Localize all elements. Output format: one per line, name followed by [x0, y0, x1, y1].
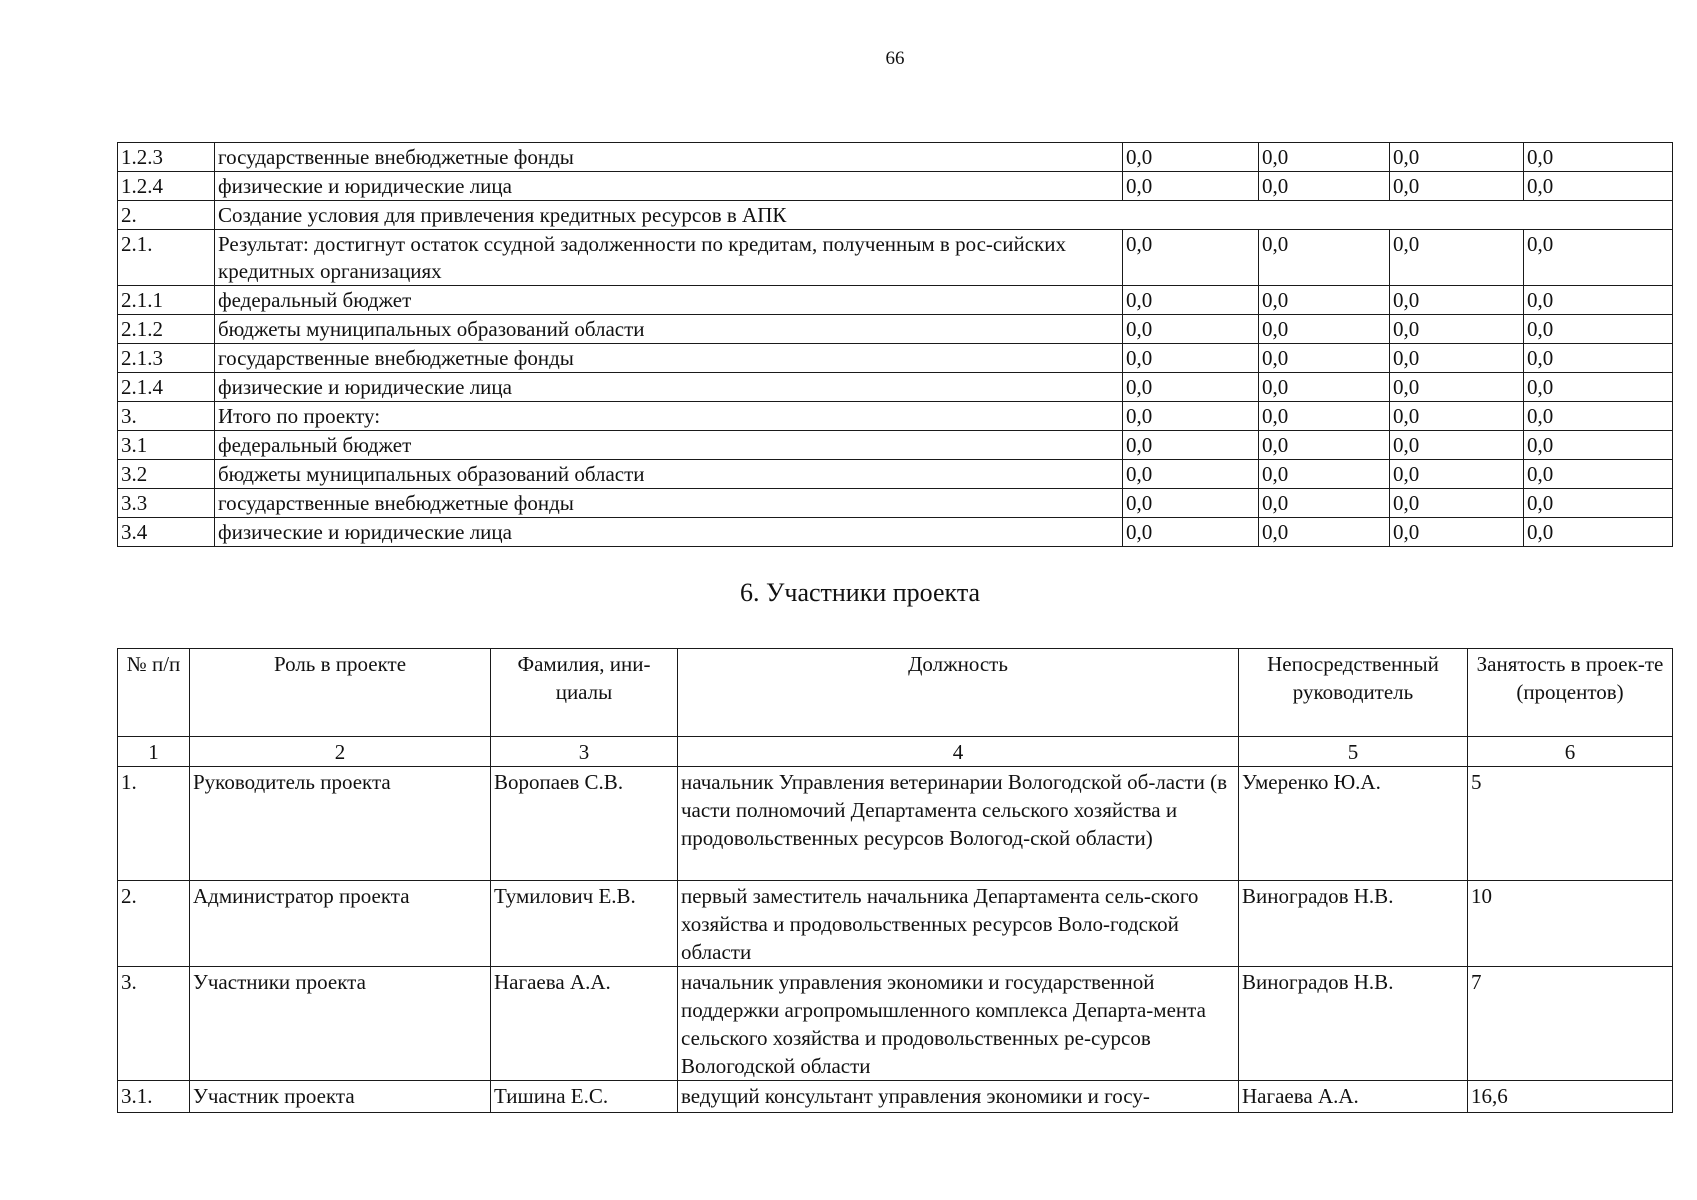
column-number-row — [118, 737, 1673, 767]
budget-row-number: 3.4 — [118, 518, 215, 547]
budget-value: 0,0 — [1259, 344, 1390, 373]
participant-role: Участники проекта — [190, 967, 491, 1081]
column-number: 4 — [678, 737, 1239, 767]
budget-value: 0,0 — [1123, 230, 1259, 286]
budget-row — [118, 315, 1673, 344]
budget-row-number: 2. — [118, 201, 215, 230]
budget-value: 0,0 — [1524, 286, 1673, 315]
budget-value: 0,0 — [1524, 315, 1673, 344]
participant-manager: Виноградов Н.В. — [1239, 967, 1468, 1081]
header-num: № п/п — [118, 649, 190, 737]
participant-manager: Виноградов Н.В. — [1239, 881, 1468, 967]
budget-value: 0,0 — [1123, 286, 1259, 315]
budget-value: 0,0 — [1123, 460, 1259, 489]
budget-value: 0,0 — [1259, 373, 1390, 402]
column-number: 1 — [118, 737, 190, 767]
budget-value: 0,0 — [1390, 518, 1524, 547]
participant-role: Руководитель проекта — [190, 767, 491, 881]
budget-row-name: Итого по проекту: — [215, 402, 1123, 431]
budget-value: 0,0 — [1259, 286, 1390, 315]
budget-row-number: 2.1.3 — [118, 344, 215, 373]
budget-value: 0,0 — [1123, 431, 1259, 460]
participant-employment: 5 — [1468, 767, 1673, 881]
budget-value: 0,0 — [1524, 344, 1673, 373]
column-number: 2 — [190, 737, 491, 767]
budget-row-name: Результат: достигнут остаток ссудной задолженности по кредитам, полученным в рос-сийских кредитных организациях — [215, 230, 1123, 286]
budget-value: 0,0 — [1390, 230, 1524, 286]
budget-value: 0,0 — [1524, 402, 1673, 431]
budget-value: 0,0 — [1123, 489, 1259, 518]
budget-row-number: 2.1.4 — [118, 373, 215, 402]
budget-value: 0,0 — [1524, 431, 1673, 460]
budget-value: 0,0 — [1390, 143, 1524, 172]
participants-header-row — [118, 649, 1673, 737]
budget-value: 0,0 — [1123, 373, 1259, 402]
budget-row-name: физические и юридические лица — [215, 373, 1123, 402]
budget-row — [118, 489, 1673, 518]
budget-value: 0,0 — [1524, 230, 1673, 286]
budget-row-number: 3.1 — [118, 431, 215, 460]
participant-name: Тишина Е.С. — [491, 1081, 678, 1113]
budget-value: 0,0 — [1390, 315, 1524, 344]
participant-employment: 7 — [1468, 967, 1673, 1081]
participant-manager: Нагаева А.А. — [1239, 1081, 1468, 1113]
budget-value: 0,0 — [1123, 143, 1259, 172]
budget-row — [118, 518, 1673, 547]
participant-name: Тумилович Е.В. — [491, 881, 678, 967]
budget-row — [118, 286, 1673, 315]
budget-value: 0,0 — [1259, 143, 1390, 172]
budget-value: 0,0 — [1259, 431, 1390, 460]
header-employment: Занятость в проек-те (процентов) — [1468, 649, 1673, 737]
budget-row-name: физические и юридические лица — [215, 518, 1123, 547]
budget-value: 0,0 — [1259, 489, 1390, 518]
participant-employment: 16,6 — [1468, 1081, 1673, 1113]
budget-value: 0,0 — [1123, 402, 1259, 431]
participant-role: Администратор проекта — [190, 881, 491, 967]
budget-value: 0,0 — [1259, 518, 1390, 547]
participant-number: 1. — [118, 767, 190, 881]
participant-position: начальник управления экономики и государственной поддержки агропромышленного комплекса Департа-мента сельского хозяйства и продовольственных ре-сурсов Вологодской области — [678, 967, 1239, 1081]
budget-value: 0,0 — [1123, 518, 1259, 547]
budget-value: 0,0 — [1524, 518, 1673, 547]
participant-employment: 10 — [1468, 881, 1673, 967]
budget-value: 0,0 — [1123, 344, 1259, 373]
budget-row-name: государственные внебюджетные фонды — [215, 344, 1123, 373]
budget-value: 0,0 — [1390, 431, 1524, 460]
participant-number: 3.1. — [118, 1081, 190, 1113]
budget-value: 0,0 — [1259, 315, 1390, 344]
column-number: 3 — [491, 737, 678, 767]
participant-number: 3. — [118, 967, 190, 1081]
budget-row-name: государственные внебюджетные фонды — [215, 143, 1123, 172]
budget-value: 0,0 — [1123, 172, 1259, 201]
column-number: 6 — [1468, 737, 1673, 767]
budget-row-name: бюджеты муниципальных образований области — [215, 315, 1123, 344]
budget-row — [118, 344, 1673, 373]
budget-row-number: 3.3 — [118, 489, 215, 518]
budget-value: 0,0 — [1390, 344, 1524, 373]
budget-value: 0,0 — [1524, 172, 1673, 201]
budget-value: 0,0 — [1390, 489, 1524, 518]
participant-role: Участник проекта — [190, 1081, 491, 1113]
budget-row-number: 2.1.1 — [118, 286, 215, 315]
budget-row-number: 2.1. — [118, 230, 215, 286]
participants-table — [117, 648, 1673, 1113]
budget-value: 0,0 — [1259, 230, 1390, 286]
participant-row — [118, 1081, 1673, 1113]
budget-row-name: федеральный бюджет — [215, 286, 1123, 315]
budget-value: 0,0 — [1524, 460, 1673, 489]
participant-manager: Умеренко Ю.А. — [1239, 767, 1468, 881]
header-name: Фамилия, ини-циалы — [491, 649, 678, 737]
budget-row — [118, 402, 1673, 431]
budget-value: 0,0 — [1524, 143, 1673, 172]
column-number: 5 — [1239, 737, 1468, 767]
page-number: 66 — [885, 48, 905, 69]
budget-row-name: государственные внебюджетные фонды — [215, 489, 1123, 518]
header-position: Должность — [678, 649, 1239, 737]
header-role: Роль в проекте — [190, 649, 491, 737]
budget-row-number: 1.2.4 — [118, 172, 215, 201]
budget-row-number: 3. — [118, 402, 215, 431]
budget-row — [118, 143, 1673, 172]
budget-row-name: Создание условия для привлечения кредитных ресурсов в АПК — [215, 201, 1673, 230]
budget-row-name: физические и юридические лица — [215, 172, 1123, 201]
budget-table — [117, 142, 1673, 547]
participant-position: начальник Управления ветеринарии Вологодской об-ласти (в части полномочий Департамента сельского хозяйства и продовольственных ресурсов Вологод-ской области) — [678, 767, 1239, 881]
participant-position: первый заместитель начальника Департамента сель-ского хозяйства и продовольственных ресурсов Воло-годской области — [678, 881, 1239, 967]
budget-row — [118, 460, 1673, 489]
budget-value: 0,0 — [1390, 373, 1524, 402]
budget-row — [118, 172, 1673, 201]
budget-value: 0,0 — [1259, 172, 1390, 201]
participant-row — [118, 767, 1673, 881]
budget-row — [118, 201, 1673, 230]
budget-row — [118, 230, 1673, 286]
participant-position: ведущий консультант управления экономики и госу- — [678, 1081, 1239, 1113]
budget-row — [118, 373, 1673, 402]
participant-row — [118, 881, 1673, 967]
budget-value: 0,0 — [1390, 460, 1524, 489]
budget-value: 0,0 — [1390, 402, 1524, 431]
participant-name: Воропаев С.В. — [491, 767, 678, 881]
budget-value: 0,0 — [1524, 373, 1673, 402]
budget-value: 0,0 — [1390, 286, 1524, 315]
participant-number: 2. — [118, 881, 190, 967]
budget-value: 0,0 — [1390, 172, 1524, 201]
header-manager: Непосредственный руководитель — [1239, 649, 1468, 737]
budget-value: 0,0 — [1259, 402, 1390, 431]
budget-row-number: 2.1.2 — [118, 315, 215, 344]
budget-row-number: 1.2.3 — [118, 143, 215, 172]
budget-row-name: федеральный бюджет — [215, 431, 1123, 460]
budget-value: 0,0 — [1123, 315, 1259, 344]
participant-row — [118, 967, 1673, 1081]
participant-name: Нагаева А.А. — [491, 967, 678, 1081]
budget-row — [118, 431, 1673, 460]
budget-row-number: 3.2 — [118, 460, 215, 489]
budget-value: 0,0 — [1524, 489, 1673, 518]
budget-value: 0,0 — [1259, 460, 1390, 489]
section-title: 6. Участники проекта — [739, 578, 981, 607]
budget-row-name: бюджеты муниципальных образований области — [215, 460, 1123, 489]
